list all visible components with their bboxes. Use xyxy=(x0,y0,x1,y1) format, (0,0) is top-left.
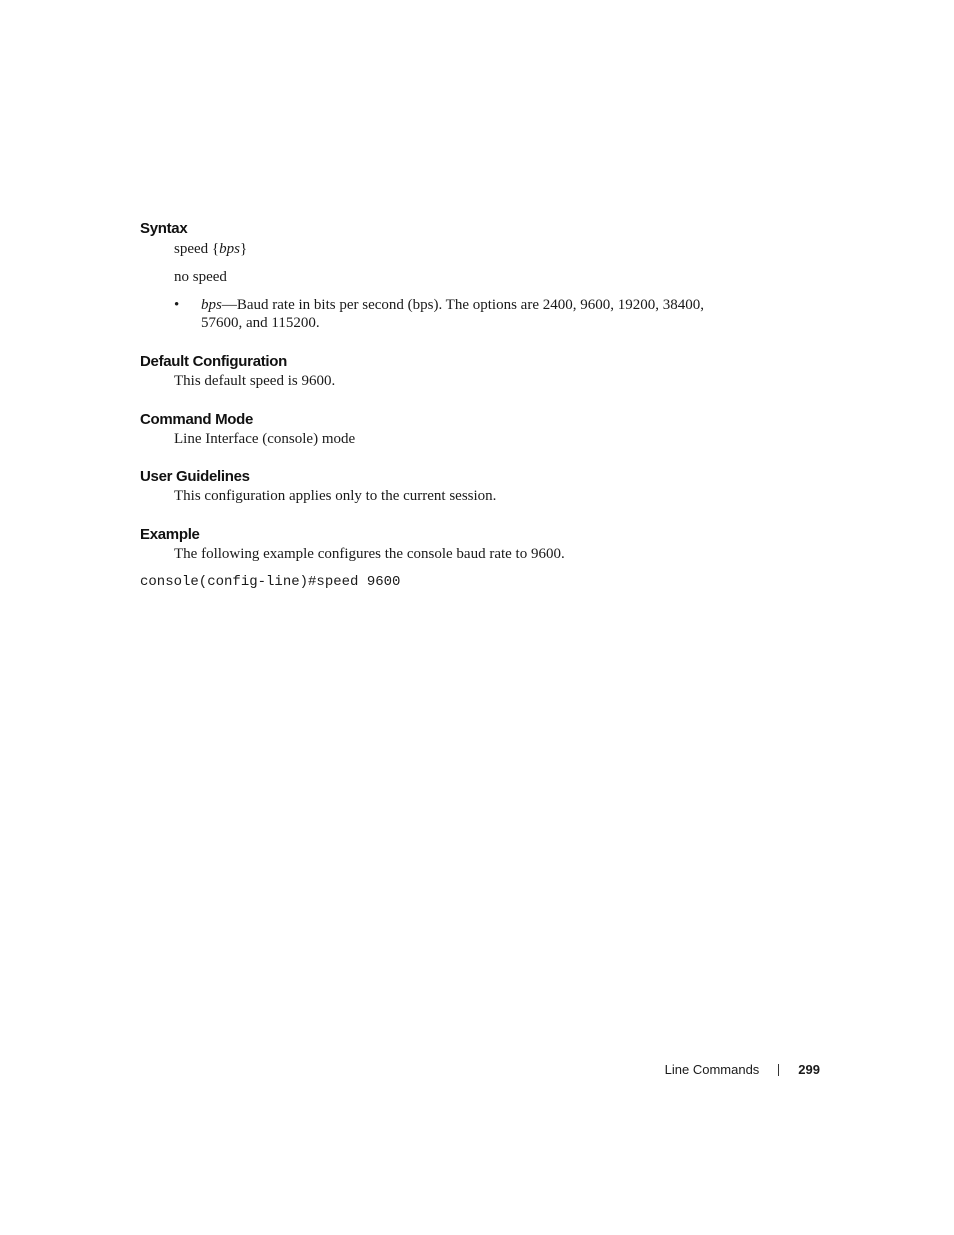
syntax-speed-argument: bps xyxy=(219,241,240,257)
footer-page-number: 299 xyxy=(798,1062,820,1077)
command-mode-text: Line Interface (console) mode xyxy=(174,431,356,447)
example-heading: Example xyxy=(140,526,200,543)
syntax-parameter-bullet xyxy=(174,296,734,332)
user-guidelines-text: This configuration applies only to the current session. xyxy=(174,488,497,504)
bullet-content xyxy=(201,296,734,332)
example-text: The following example configures the console baud rate to 9600. xyxy=(174,546,565,562)
syntax-speed-command: speed { xyxy=(174,241,220,257)
page-footer xyxy=(665,1062,820,1077)
syntax-speed-close: } xyxy=(239,241,248,257)
syntax-speed-line xyxy=(174,241,247,258)
default-configuration-heading: Default Configuration xyxy=(140,353,288,370)
footer-chapter-title: Line Commands xyxy=(664,1062,760,1077)
default-configuration-text: This default speed is 9600. xyxy=(174,373,336,389)
bullet-term: bps xyxy=(201,297,222,313)
bullet-description: —Baud rate in bits per second (bps). The options are 2400, 9600, 19200, 38400, 57600, and 115200. xyxy=(201,297,704,331)
bullet-icon: • xyxy=(174,297,180,313)
command-mode-heading: Command Mode xyxy=(140,411,254,428)
footer-divider xyxy=(778,1064,779,1076)
example-code: console(config-line)#speed 9600 xyxy=(140,574,401,590)
user-guidelines-heading: User Guidelines xyxy=(140,468,250,485)
syntax-heading: Syntax xyxy=(140,220,188,237)
syntax-no-speed-line: no speed xyxy=(174,269,227,285)
